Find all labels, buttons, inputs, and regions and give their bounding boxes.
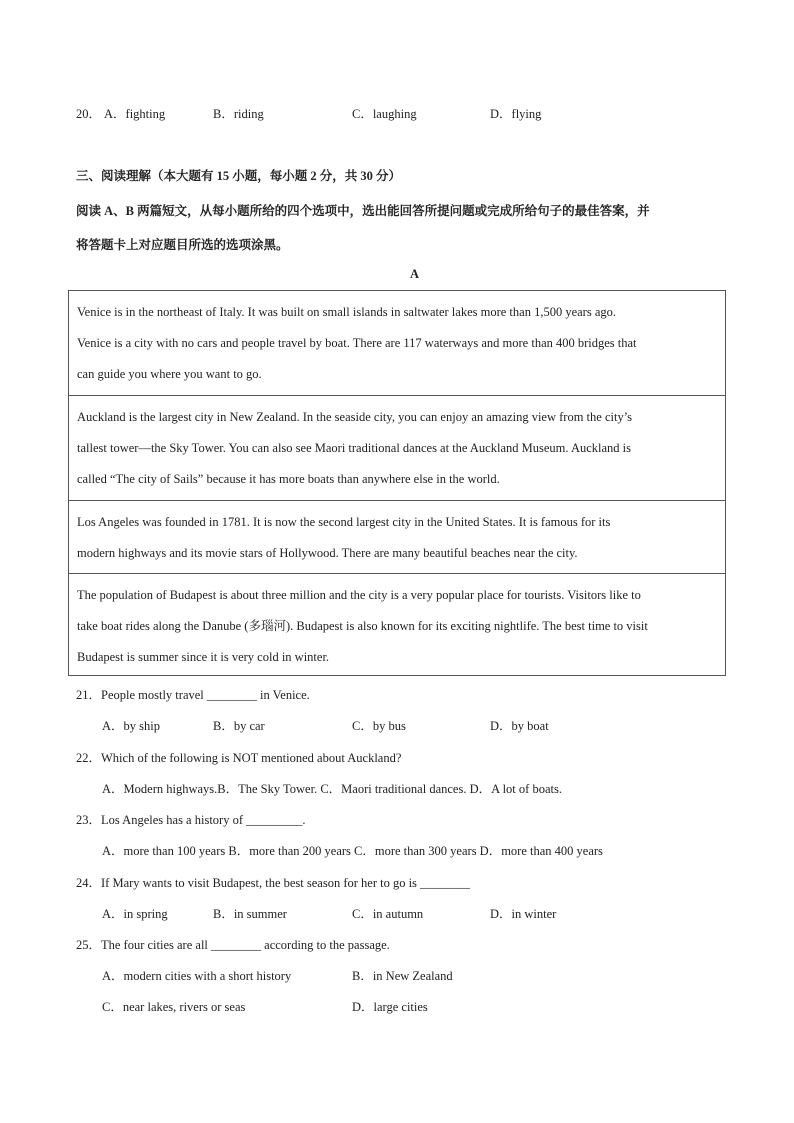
q25-option-b[interactable]: B．in New Zealand [352,969,453,983]
passage-line: take boat rides along the Danube (多瑙河). Budapest is also known for its exciting nightlife. The best time to visit [77,619,648,633]
q21-option-a[interactable]: A．by ship [102,719,160,733]
passage-line: Venice is in the northeast of Italy. It was built on small islands in saltwater lakes more than 1,500 years ago. [77,305,616,319]
q20-number: 20． [76,107,102,121]
passage-cell-venice [69,297,725,390]
q24-stem: 24．If Mary wants to visit Budapest, the best season for her to go is ________ [76,876,471,890]
passage-line: modern highways and its movie stars of Hollywood. There are many beautiful beaches near the city. [77,546,578,560]
q21-stem: 21．People mostly travel ________ in Venice. [76,688,310,702]
q20-option-d[interactable]: D．flying [490,107,542,121]
section-instruction-line2: 将答题卡上对应题目所选的选项涂黑。 [76,238,289,252]
q24-option-b[interactable]: B．in summer [213,907,287,921]
passage-table [68,290,726,676]
passage-line: Auckland is the largest city in New Zealand. In the seaside city, you can enjoy an amazing view from the city’s [77,410,633,424]
passage-line: Los Angeles was founded in 1781. It is now the second largest city in the United States. It is famous for its [77,515,611,529]
q25-option-d[interactable]: D．large cities [352,1000,428,1014]
passage-line: Venice is a city with no cars and people travel by boat. There are 117 waterways and more than 400 bridges that [77,336,637,350]
q25-option-a[interactable]: A．modern cities with a short history [102,969,292,983]
q25-stem: 25．The four cities are all ________ according to the passage. [76,938,390,952]
q20-option-a[interactable]: A．fighting [104,107,166,121]
passage-line: can guide you where you want to go. [77,367,262,381]
q21-option-b[interactable]: B．by car [213,719,265,733]
q22-options[interactable]: A．Modern highways.B．The Sky Tower. C．Maori traditional dances. D．A lot of boats. [102,782,562,796]
q24-option-c[interactable]: C．in autumn [352,907,424,921]
passage-cell-los-angeles [69,500,725,569]
q23-stem: 23．Los Angeles has a history of _________. [76,813,306,827]
passage-cell-budapest [69,573,725,673]
passage-label: A [410,267,420,281]
q25-option-c[interactable]: C．near lakes, rivers or seas [102,1000,246,1014]
passage-line: Budapest is summer since it is very cold in winter. [77,650,330,664]
q24-option-a[interactable]: A．in spring [102,907,168,921]
section-instruction-line1: 阅读 A、B 两篇短文，从每小题所给的四个选项中，选出能回答所提问题或完成所给句子的最佳答案，并 [76,204,650,218]
section-title: 三、阅读理解（本大题有 15 小题，每小题 2 分，共 30 分） [76,169,402,183]
passage-line: tallest tower—the Sky Tower. You can also see Maori traditional dances at the Auckland Museum. Auckland is [77,441,631,455]
q21-option-d[interactable]: D．by boat [490,719,549,733]
q21-option-c[interactable]: C．by bus [352,719,406,733]
q22-stem: 22．Which of the following is NOT mentioned about Auckland? [76,751,402,765]
q20-option-c[interactable]: C．laughing [352,107,417,121]
q24-option-d[interactable]: D．in winter [490,907,557,921]
q20-option-b[interactable]: B．riding [213,107,264,121]
q23-options[interactable]: A．more than 100 years B．more than 200 years C．more than 300 years D．more than 400 years [102,844,603,858]
passage-line: called “The city of Sails” because it has more boats than anywhere else in the world. [77,472,500,486]
passage-line: The population of Budapest is about three million and the city is a very popular place for tourists. Visitors like to [77,588,641,602]
passage-cell-auckland [69,395,725,495]
